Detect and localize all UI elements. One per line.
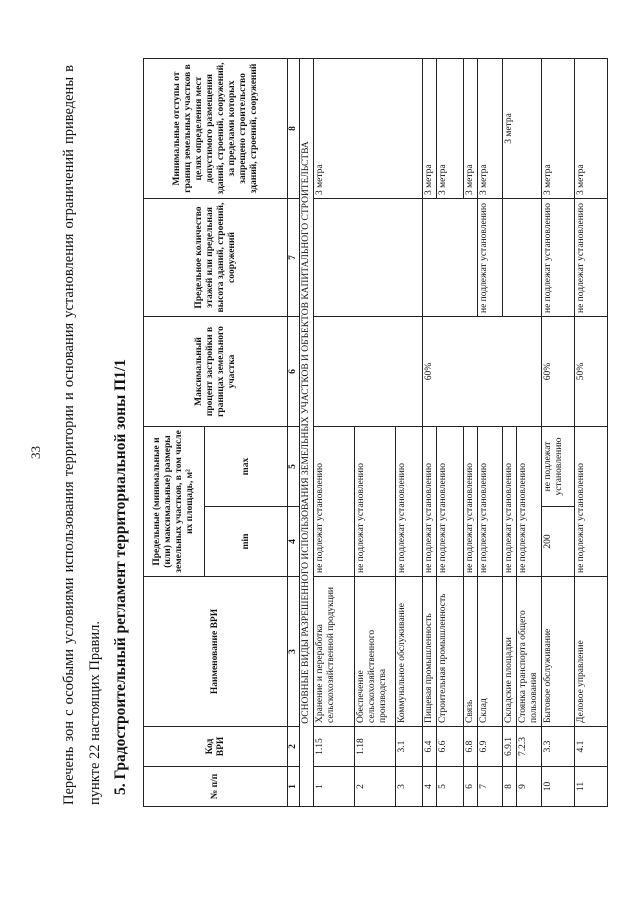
header-size-text: Предельные (минимальные и (или) максимальные) размеры земельных участков, в том числе их площадь, м² — [152, 430, 195, 573]
cell-floors: не подлежат установлению — [575, 199, 608, 317]
cell-code: 6.9.1 — [503, 727, 517, 767]
section-title: ОСНОВНЫЕ ВИДЫ РАЗРЕШЕННОГО ИСПОЛЬЗОВАНИЯ ЗЕМЕЛЬНЫХ УЧАСТКОВ И ОБЪЕКТОВ КАПИТАЛЬНОГО СТРОИТЕЛЬСТВА — [300, 59, 314, 807]
cell-floors: не подлежат установлению — [478, 199, 503, 317]
cell-percent: 60% — [542, 317, 575, 427]
cell-code: 6.9 — [478, 727, 503, 767]
cell-size: не подлежат установлению — [575, 427, 608, 577]
cell-percent-empty — [314, 317, 423, 427]
header-code: Код ВРИ — [144, 727, 288, 767]
cell-size: не подлежат установлению — [503, 427, 517, 577]
table-row — [314, 59, 355, 807]
col-number: 8 — [288, 59, 300, 199]
cell-size: не подлежат установлению — [314, 427, 355, 577]
cell-name: Строительная промышленность — [437, 577, 464, 727]
cell-setback: 3 метра — [503, 59, 542, 199]
header-max: max — [205, 427, 288, 507]
cell-setback: 3 метра — [437, 59, 464, 199]
cell-name: Склад — [478, 577, 503, 727]
cell-num: 7 — [478, 767, 503, 807]
cell-size: не подлежат установлению — [478, 427, 503, 577]
cell-name: Связь — [464, 577, 478, 727]
cell-num: 10 — [542, 767, 575, 807]
section-row — [300, 59, 314, 807]
col-number: 7 — [288, 199, 300, 317]
col-number: 1 — [288, 767, 300, 807]
cell-num: 5 — [437, 767, 464, 807]
cell-size: не подлежат установлению — [355, 427, 396, 577]
cell-code: 1.18 — [355, 727, 396, 767]
cell-size: не подлежат установлению — [423, 427, 437, 577]
table-row — [423, 59, 437, 807]
cell-code: 6.6 — [437, 727, 464, 767]
cell-name: Коммунальное обслуживание — [396, 577, 423, 727]
cell-num: 2 — [355, 767, 396, 807]
cell-name: Стоянка транспорта общего пользования — [517, 577, 542, 727]
cell-setback: 3 метра — [314, 59, 423, 199]
cell-setback: 3 метра — [575, 59, 608, 199]
cell-size: не подлежат установлению — [517, 427, 542, 577]
cell-setback: 3 метра — [464, 59, 478, 199]
header-percent: Максимальный процент застройки в границах земельного участка — [144, 317, 288, 427]
cell-name: Обеспечение сельскохозяйственного производства — [355, 577, 396, 727]
header-setback: Минимальные отступы от границ земельных участков в целях определения мест допустимого размещения зданий, строений, сооружений, за пределами которых запрещено строительство зданий, строений, сооружений — [144, 59, 288, 199]
cell-floors-empty — [314, 199, 423, 317]
table-row — [542, 59, 575, 807]
header-floors: Предельное количество этажей или предельная высота зданий, строений, сооружений — [144, 199, 288, 317]
intro-paragraph: Перечень зон с особыми условиями использования территории и основания установления ограничений приведены в пункте 22 настоящих Правил. — [61, 65, 103, 805]
cell-num: 3 — [396, 767, 423, 807]
cell-setback: 3 метра — [478, 59, 503, 199]
col-number: 4 — [288, 507, 300, 577]
cell-max: не подлежат установлению — [542, 427, 575, 507]
header-num: № п/п — [144, 767, 288, 807]
cell-floors-empty — [423, 199, 478, 317]
col-number: 2 — [288, 727, 300, 767]
col-number: 3 — [288, 577, 300, 727]
table-row — [437, 59, 464, 807]
cell-size: не подлежат установлению — [464, 427, 478, 577]
cell-num: 11 — [575, 767, 608, 807]
cell-size: не подлежат установлению — [437, 427, 464, 577]
cell-setback: 3 метра — [542, 59, 575, 199]
cell-percent: 60% — [423, 317, 542, 427]
cell-num: 4 — [423, 767, 437, 807]
cell-name: Складские площадки — [503, 577, 517, 727]
cell-setback: 3 метра — [423, 59, 437, 199]
cell-floors: не подлежат установлению — [542, 199, 575, 317]
table-row — [575, 59, 608, 807]
cell-code: 6.8 — [464, 727, 478, 767]
table-header-row — [144, 59, 205, 807]
cell-min: 200 — [542, 507, 575, 577]
section-heading: 5. Градостроительный регламент территориальной зоны П1/1 — [112, 359, 129, 795]
cell-name: Деловое управление — [575, 577, 608, 727]
cell-code: 7.2.3 — [517, 727, 542, 767]
cell-num: 1 — [314, 767, 355, 807]
regulation-table — [143, 58, 608, 807]
cell-num: 9 — [517, 767, 542, 807]
cell-code: 4.1 — [575, 727, 608, 767]
header-size — [144, 427, 205, 577]
cell-code: 3.3 — [542, 727, 575, 767]
cell-name: Пищевая промышленность — [423, 577, 437, 727]
cell-name: Хранение и переработка сельскохозяйственной продукции — [314, 577, 355, 727]
cell-num: 8 — [503, 767, 517, 807]
cell-code: 1.15 — [314, 727, 355, 767]
table-row — [478, 59, 503, 807]
col-number: 5 — [288, 427, 300, 507]
header-min: min — [205, 507, 288, 577]
cell-percent: 50% — [575, 317, 608, 427]
page-number: 33 — [28, 446, 43, 459]
header-name: Наименование ВРИ — [144, 577, 288, 727]
cell-floors-empty — [503, 199, 542, 317]
table-row — [464, 59, 478, 807]
col-number: 6 — [288, 317, 300, 427]
column-number-row — [288, 59, 300, 807]
cell-num: 6 — [464, 767, 478, 807]
cell-name: Бытовое обслуживание — [542, 577, 575, 727]
cell-size: не подлежат установлению — [396, 427, 423, 577]
cell-code: 6.4 — [423, 727, 437, 767]
table-row — [503, 59, 517, 807]
cell-code: 3.1 — [396, 727, 423, 767]
